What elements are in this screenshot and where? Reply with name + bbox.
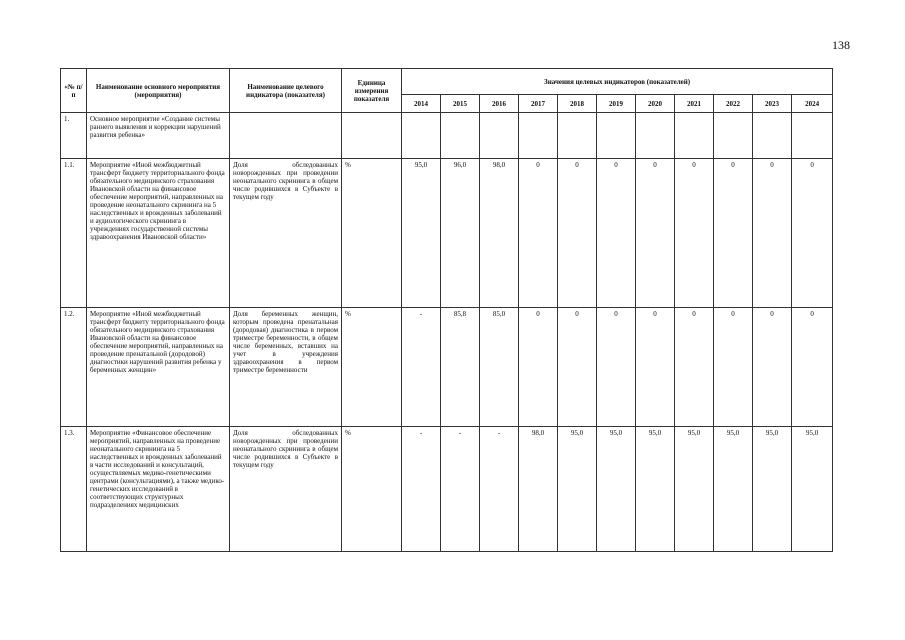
row-value: 95,0 (714, 427, 753, 552)
table-row (61, 159, 833, 308)
row-event: Основное мероприятие «Создание системы раннего выявления и коррекции нарушений развития ребенка» (87, 113, 230, 159)
row-value: 96,0 (441, 159, 480, 308)
row-value: 0 (714, 308, 753, 427)
row-value: 85,0 (480, 308, 519, 427)
row-value: - (480, 427, 519, 552)
row-value: 98,0 (480, 159, 519, 308)
row-number: 1.2. (61, 308, 87, 427)
row-event: Мероприятие «Иной межбюджетный трансферт бюджету территориального фонда обязательного медицинского страхования Ивановской области на финансовое обеспечение мероприятий, направленных на проведение неонатального скрининга на 5 наследственных и врожденных заболеваний и аудиологического скрининга в учреждениях государственной системы здравоохранения Ивановской области» (87, 159, 230, 308)
row-indicator (230, 113, 342, 159)
row-value: - (402, 427, 441, 552)
header-year: 2014 (402, 95, 441, 113)
row-value: 0 (792, 159, 833, 308)
header-year: 2023 (753, 95, 792, 113)
row-value (597, 113, 636, 159)
header-event: Наименование основного мероприятия (мероприятия) (87, 69, 230, 113)
row-value: 0 (519, 159, 558, 308)
row-value: 0 (675, 308, 714, 427)
header-year: 2020 (636, 95, 675, 113)
header-year: 2021 (675, 95, 714, 113)
row-value: 0 (792, 308, 833, 427)
row-value: 0 (519, 308, 558, 427)
row-value: 95,0 (636, 427, 675, 552)
header-year: 2019 (597, 95, 636, 113)
row-value (402, 113, 441, 159)
row-value: 95,0 (597, 427, 636, 552)
row-value (519, 113, 558, 159)
row-value: 0 (597, 159, 636, 308)
row-value (753, 113, 792, 159)
header-year: 2017 (519, 95, 558, 113)
row-value (636, 113, 675, 159)
table-row (61, 308, 833, 427)
row-value: 98,0 (519, 427, 558, 552)
row-value: 0 (753, 159, 792, 308)
header-year: 2016 (480, 95, 519, 113)
header-values: Значения целевых индикаторов (показателей) (402, 69, 833, 95)
row-value (792, 113, 833, 159)
header-year: 2022 (714, 95, 753, 113)
row-value: 0 (558, 159, 597, 308)
row-value: 95,0 (753, 427, 792, 552)
row-event: Мероприятие «Финансовое обеспечение мероприятий, направленных на проведение неонатального скрининга на 5 наследственных и врожденных заболеваний в части исследований и консультаций, осуществляемых медико-генетическими центрами (консультациями), а также медико-генетических исследований в соответствующих структурных подразделениях медицинских (87, 427, 230, 552)
header-year: 2015 (441, 95, 480, 113)
row-number: 1.1. (61, 159, 87, 308)
row-value: 95,0 (792, 427, 833, 552)
row-value (480, 113, 519, 159)
row-value: 0 (636, 308, 675, 427)
table-row (61, 113, 833, 159)
indicators-table (60, 68, 833, 552)
row-value (558, 113, 597, 159)
row-unit (342, 113, 402, 159)
row-value: 0 (597, 308, 636, 427)
row-number: 1. (61, 113, 87, 159)
row-unit: % (342, 159, 402, 308)
row-value: 0 (714, 159, 753, 308)
row-value: 0 (558, 308, 597, 427)
row-value: 95,0 (402, 159, 441, 308)
header-year: 2024 (792, 95, 833, 113)
row-value (714, 113, 753, 159)
page-number: 138 (832, 38, 850, 52)
row-value: - (402, 308, 441, 427)
row-value (675, 113, 714, 159)
row-value: 95,0 (558, 427, 597, 552)
row-value (441, 113, 480, 159)
row-value: 0 (636, 159, 675, 308)
row-event: Мероприятие «Иной межбюджетный трансферт бюджету территориального фонда обязательного медицинского страхования Ивановской области на финансовое обеспечение мероприятий, направленных на проведение пренатальной (дородовой) диагностики нарушений развития ребенка у беременных женщин» (87, 308, 230, 427)
header-num: «№ п/п (61, 69, 87, 113)
row-indicator: Доля обследованных новорожденных при проведении неонатального скрининга в общем числе родившихся в Субъекте в текущем году (230, 159, 342, 308)
row-indicator: Доля беременных женщин, которым проведена пренатальная (дородовая) диагностика в первом триместре беременности, в общем числе беременных, вставших на учет в учреждения здравоохранения в первом триместре беременности (230, 308, 342, 427)
header-indicator: Наименование целевого индикатора (показателя) (230, 69, 342, 113)
row-value: 0 (753, 308, 792, 427)
table-row (61, 427, 833, 552)
row-value: - (441, 427, 480, 552)
row-number: 1.3. (61, 427, 87, 552)
row-unit: % (342, 427, 402, 552)
row-indicator: Доля обследованных новорожденных при проведении неонатального скрининга в общем числе родившихся в Субъекте в текущем году (230, 427, 342, 552)
row-value: 95,0 (675, 427, 714, 552)
header-year: 2018 (558, 95, 597, 113)
header-unit: Единица измерения показателя (342, 69, 402, 113)
row-value: 0 (675, 159, 714, 308)
row-value: 85,8 (441, 308, 480, 427)
row-unit: % (342, 308, 402, 427)
